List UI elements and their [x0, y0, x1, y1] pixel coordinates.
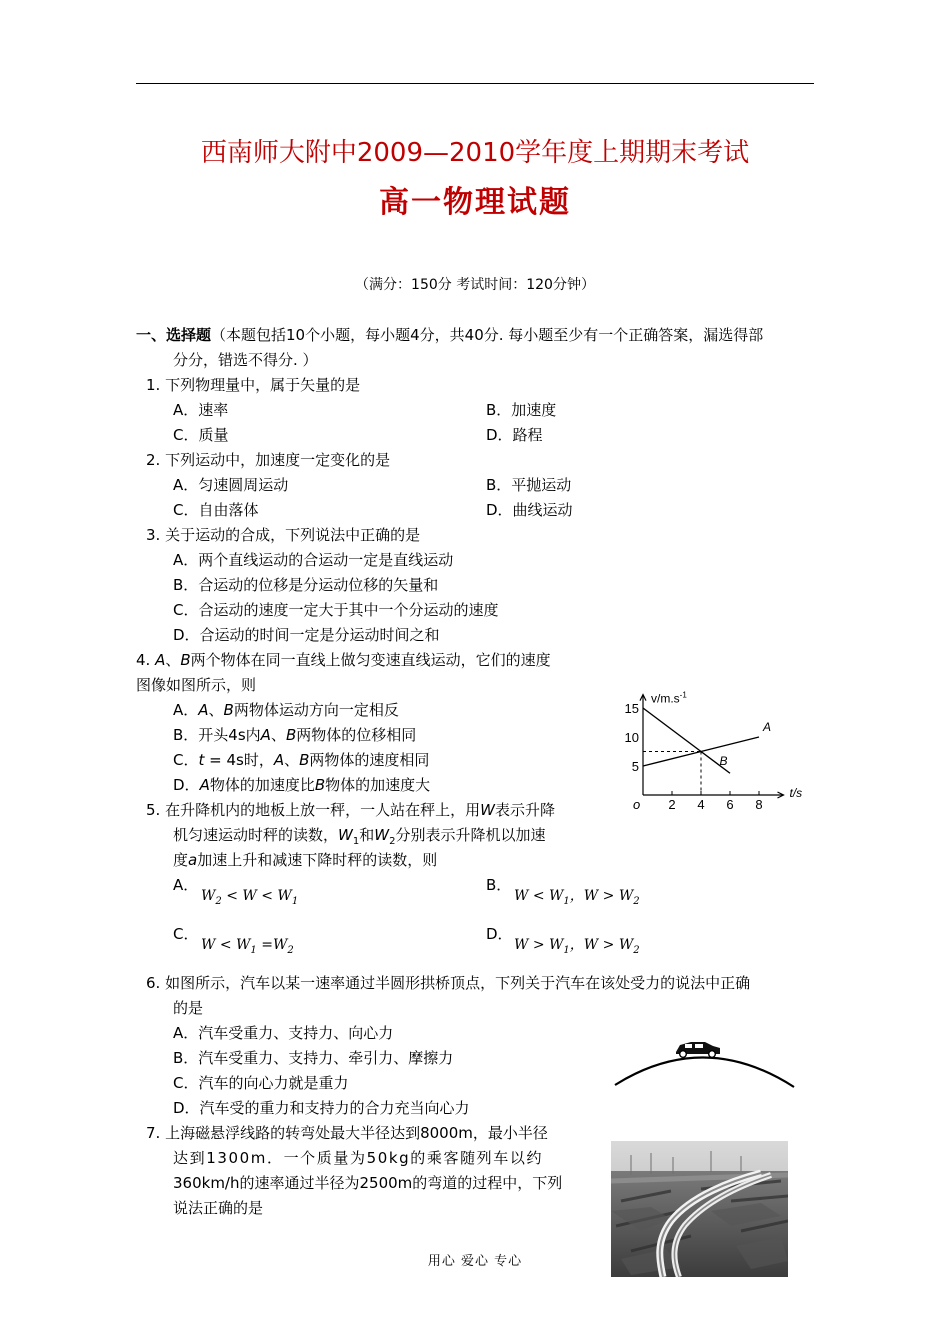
subject-title: 高一物理试题 [379, 185, 571, 220]
origin-label: o [633, 797, 641, 812]
q1-option-c: C．质量 [173, 426, 229, 444]
q4-option-c: C．t = 4s时，A、B两物体的速度相同 [173, 751, 430, 769]
q5-stem-line2: 机匀速运动时秤的读数，$W_1$和$W_2$分别表示升降机以加速 [173, 826, 546, 847]
series-line-B [643, 708, 730, 773]
q3-option-d: D．合运动的时间一定是分运动时间之和 [173, 626, 440, 644]
q2-stem: 2. 下列运动中，加速度一定变化的是 [146, 451, 391, 469]
q5-option-a-formula: $W_2 < W < W_1$ [201, 888, 299, 907]
q1-option-a: A．速率 [173, 401, 229, 419]
q7-stem-line1: 7. 上海磁悬浮线路的转弯处最大半径达到8000m，最小半径 [146, 1124, 548, 1142]
q7-stem-line2: 达到1300m．一个质量为50kg的乘客随列车以约 [173, 1149, 544, 1167]
q5-option-d-formula: $W > W_1$，$W > W_2$ [514, 937, 640, 956]
q4-stem-line2: 图像如图所示，则 [136, 676, 257, 694]
q4-stem-line1: 4. A、B两个物体在同一直线上做匀变速直线运动，它们的速度 [136, 651, 551, 669]
q6-stem-line2: 的是 [173, 999, 204, 1017]
arch-bridge-figure [612, 1035, 797, 1095]
series-label-A: A [763, 720, 772, 734]
q1-option-d: D．路程 [486, 426, 543, 444]
q2-option-b: B．平抛运动 [486, 476, 572, 494]
q5-option-c-formula: $W < W_1 =W_2$ [201, 937, 294, 956]
q5-option-b-label: B． [486, 876, 512, 894]
q6-option-b: B．汽车受重力、支持力、牵引力、摩擦力 [173, 1049, 454, 1067]
q5-option-a-label: A． [173, 876, 199, 894]
q1-stem: 1. 下列物理量中，属于矢量的是 [146, 376, 361, 394]
q6-stem-line1: 6. 如图所示，汽车以某一速率通过半圆形拱桥顶点，下列关于汽车在该处受力的说法中正确 [146, 974, 751, 992]
q7-stem-line3: 360km/h的速率通过半径为2500m的弯道的过程中，下列 [173, 1174, 563, 1192]
q5-stem-line1: 5. 在升降机内的地板上放一秤，一人站在秤上，用W表示升降 [146, 801, 555, 819]
q5-option-d-label: D． [486, 925, 513, 943]
y-tick-label: 15 [624, 701, 639, 716]
car-icon [676, 1042, 720, 1057]
x-axis-label: t/s [789, 786, 803, 800]
series-label-B: B [719, 753, 728, 768]
x-tick-label: 2 [668, 797, 676, 812]
q3-stem: 3. 关于运动的合成，下列说法中正确的是 [146, 526, 421, 544]
q6-option-c: C．汽车的向心力就是重力 [173, 1074, 349, 1092]
q5-stem-line3: 度a加速上升和减速下降时秤的读数，则 [173, 851, 438, 869]
exam-meta: （满分：150分 考试时间：120分钟） [355, 277, 595, 293]
q2-option-c: C．自由落体 [173, 501, 259, 519]
q3-option-a: A．两个直线运动的合运动一定是直线运动 [173, 551, 454, 569]
q1-option-b: B．加速度 [486, 401, 557, 419]
q3-option-b: B．合运动的位移是分运动位移的矢量和 [173, 576, 439, 594]
q5-option-c-label: C． [173, 925, 199, 943]
y-tick-label: 5 [631, 759, 639, 774]
y-axis-label-superscript: -1 [679, 690, 687, 700]
y-axis-label: $v/m.s^{-1}$ [651, 690, 687, 706]
y-tick-label: 10 [624, 730, 639, 745]
x-tick-label: 4 [697, 797, 705, 812]
section-instruction-line1: 一、选择题（本题包括10个小题，每小题4分，共40分. 每小题至少有一个正确答案，漏选得部 [136, 326, 764, 344]
school-title: 西南师大附中2009—2010学年度上期期末考试 [200, 138, 750, 168]
q6-option-d: D．汽车受的重力和支持力的合力充当向心力 [173, 1099, 470, 1117]
q3-option-c: C．合运动的速度一定大于其中一个分运动的速度 [173, 601, 499, 619]
arch-bridge-curve [615, 1057, 794, 1087]
footer-motto: 用心 爱心 专心 [427, 1254, 523, 1269]
q7-stem-line4: 说法正确的是 [173, 1199, 264, 1217]
section-heading: 一、选择题 [136, 326, 212, 344]
x-tick-label: 6 [726, 797, 734, 812]
x-tick-label: 8 [755, 797, 763, 812]
velocity-time-chart [615, 670, 815, 820]
q2-option-a: A．匀速圆周运动 [173, 476, 289, 494]
q4-option-b: B．开头4s内A、B两物体的位移相同 [173, 726, 417, 744]
q4-option-a: A．A、B两物体运动方向一定相反 [173, 701, 399, 719]
section-instruction-line2: 分分，错选不得分. ） [173, 351, 318, 369]
q6-option-a: A．汽车受重力、支持力、向心力 [173, 1024, 394, 1042]
q2-option-d: D．曲线运动 [486, 501, 573, 519]
header-rule [136, 83, 814, 84]
q5-option-b-formula: $W < W_1$，$W > W_2$ [514, 888, 640, 907]
q4-option-d: D．A物体的加速度比B物体的加速度大 [173, 776, 431, 794]
